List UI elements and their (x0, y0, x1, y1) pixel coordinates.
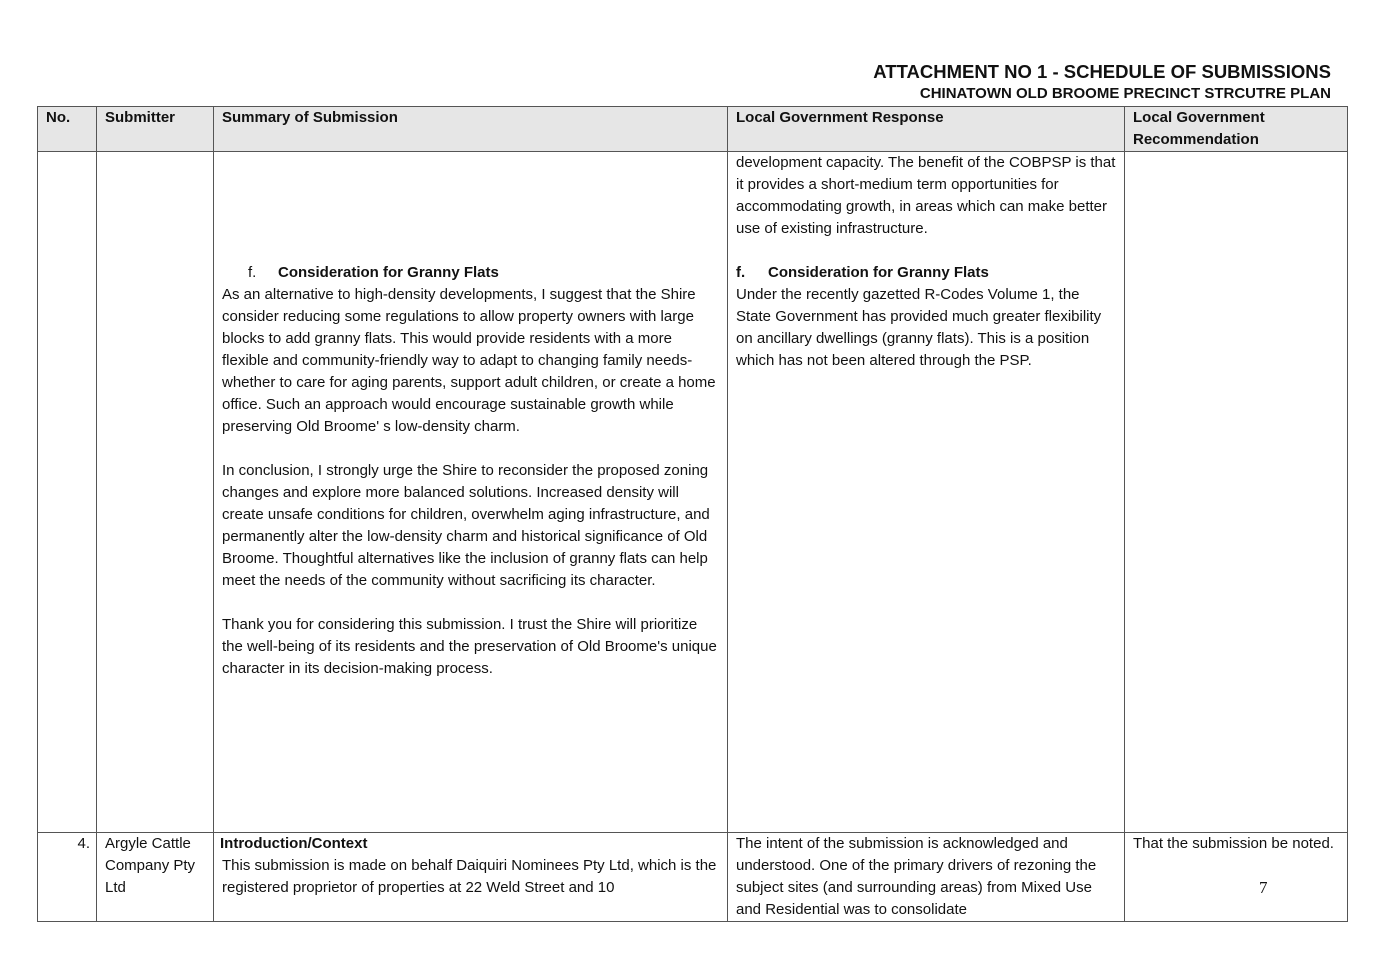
cell-number: 4. (38, 833, 97, 922)
subheading-text: Consideration for Granny Flats (278, 264, 499, 281)
document-header (873, 60, 1331, 104)
column-header-no: No. (38, 107, 97, 152)
subheading-text: Consideration for Granny Flats (768, 264, 989, 281)
table-row-continued (38, 152, 1348, 833)
cell-submitter: Argyle Cattle Company Pty Ltd (97, 833, 214, 922)
submissions-table (37, 106, 1348, 922)
cell-recommendation (1125, 152, 1348, 833)
summary-paragraph: This submission is made on behalf Daiquiri Nominees Pty Ltd, which is the registered proprietor of properties at 22 Weld Street and 10 (222, 857, 717, 896)
subheading-marker: f. (248, 264, 257, 281)
cell-submitter (97, 152, 214, 833)
column-header-response: Local Government Response (728, 107, 1125, 152)
column-header-summary: Summary of Submission (214, 107, 728, 152)
page-number: 7 (1259, 878, 1268, 897)
cell-summary (214, 833, 728, 922)
subheading-marker: f. (736, 264, 746, 281)
document-subtitle: CHINATOWN OLD BROOME PRECINCT STRCUTRE PLAN (919, 85, 1331, 102)
column-header-recommendation: Local Government Recommendation (1125, 107, 1348, 152)
summary-paragraph: As an alternative to high-density developments, I suggest that the Shire consider reducing some regulations to allow property owners with large blocks to add granny flats. This would provide residents with a more flexible and community-friendly way to adapt to changing family needs-whether to care for aging parents, support adult children, or create a home office. Such an approach would encourage sustainable growth while preserving Old Broome' s low-density charm. (222, 286, 716, 435)
cell-response: The intent of the submission is acknowledged and understood. One of the primary drivers of rezoning the subject sites (and surrounding areas) from Mixed Use and Residential was to consolidate (728, 833, 1125, 922)
cell-summary (214, 152, 728, 833)
document-title: ATTACHMENT NO 1 - SCHEDULE OF SUBMISSIONS (873, 61, 1331, 82)
response-paragraph: Under the recently gazetted R-Codes Volume 1, the State Government has provided much greater flexibility on ancillary dwellings (granny flats). This is a position which has not been altered through the PSP. (736, 286, 1102, 369)
cell-response (728, 152, 1125, 833)
summary-paragraph: Thank you for considering this submission. I trust the Shire will prioritize the well-being of its residents and the preservation of Old Broome's unique character in its decision-making process. (222, 616, 717, 677)
summary-paragraph: In conclusion, I strongly urge the Shire to reconsider the proposed zoning changes and explore more balanced solutions. Increased density will create unsafe conditions for children, overwhelm aging infrastructure, and permanently alter the low-density charm and historical significance of Old Broome. Thoughtful alternatives like the inclusion of granny flats can help meet the needs of the community without sacrificing its character. (222, 462, 710, 589)
summary-subheading (222, 262, 719, 284)
cell-number (38, 152, 97, 833)
response-intro: development capacity. The benefit of the COBPSP is that it provides a short-medium term opportunities for accommodating growth, in areas which can make better use of existing infrastructure. (736, 154, 1116, 237)
column-header-submitter: Submitter (97, 107, 214, 152)
cell-recommendation: That the submission be noted. (1125, 833, 1348, 922)
table-header-row (38, 107, 1348, 152)
summary-subheading: Introduction/Context (220, 835, 368, 852)
table-row (38, 833, 1348, 922)
response-subheading (736, 262, 1116, 284)
